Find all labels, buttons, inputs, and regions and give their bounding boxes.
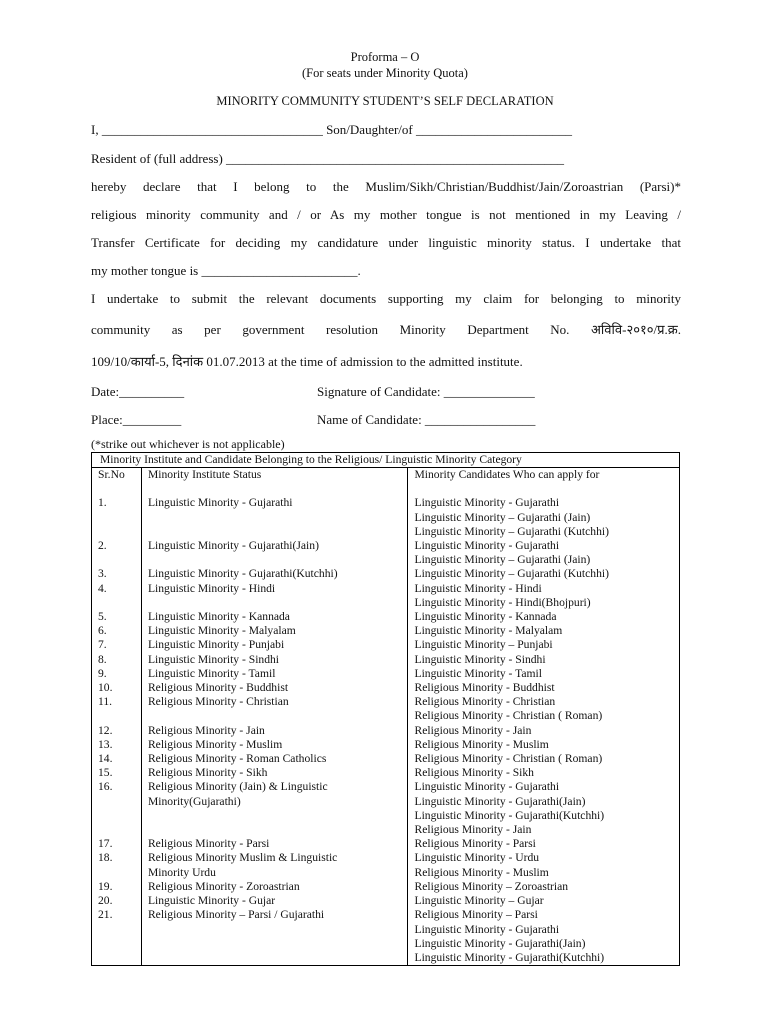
- status-line: Linguistic Minority - Tamil: [147, 666, 276, 680]
- row-number-text: 2.: [98, 539, 107, 553]
- row-number-text: 16.: [98, 780, 113, 794]
- header-candidates: Minority Candidates Who can apply for: [408, 468, 680, 497]
- candidate-line: Linguistic Minority - Gujarathi(Kutchhi): [414, 808, 605, 822]
- candidate-name-label: Name of Candidate: _________________: [317, 412, 536, 427]
- status-line: Minority(Gujarathi): [147, 794, 241, 808]
- institute-status: [141, 624, 408, 638]
- table-row: [92, 738, 680, 752]
- row-number-text: 13.: [98, 737, 113, 751]
- candidate-line: Religious Minority - Muslim: [414, 737, 549, 751]
- eligible-candidates: [408, 681, 680, 695]
- table-row: [92, 780, 680, 837]
- table-row: [92, 653, 680, 667]
- candidate-line: Religious Minority - Jain: [414, 723, 532, 737]
- institute-status: [141, 908, 408, 965]
- candidate-line: Linguistic Minority – Gujarathi (Kutchhi): [414, 524, 609, 538]
- status-line: Religious Minority Muslim & Linguistic: [147, 851, 338, 865]
- date-label: Date:__________: [91, 384, 185, 399]
- row-number: [92, 653, 142, 667]
- table-row: [92, 695, 680, 723]
- table-row: [92, 724, 680, 738]
- status-line: Linguistic Minority - Gujar: [147, 894, 276, 908]
- row-number: [92, 667, 142, 681]
- eligible-candidates: [408, 752, 680, 766]
- mother-tongue-line: my mother tongue is ________________________.: [91, 263, 361, 278]
- row-number: [92, 610, 142, 624]
- row-number: [92, 567, 142, 581]
- candidate-line: Religious Minority - Christian: [414, 695, 556, 709]
- row-number: [92, 738, 142, 752]
- table-row: [92, 894, 680, 908]
- candidate-line: Linguistic Minority - Urdu: [414, 851, 540, 865]
- eligible-candidates: [408, 880, 680, 894]
- candidate-line: Linguistic Minority - Sindhi: [414, 652, 546, 666]
- eligible-candidates: [408, 837, 680, 851]
- row-number: [92, 851, 142, 879]
- declaration-line-3: Transfer Certificate for deciding my candidature under linguistic minority status. I undertake that: [91, 235, 681, 250]
- eligible-candidates: [408, 638, 680, 652]
- row-number-text: 4.: [98, 581, 107, 595]
- row-number-text: 17.: [98, 837, 113, 851]
- eligible-candidates: [408, 908, 680, 965]
- table-row: [92, 539, 680, 567]
- candidate-line: Linguistic Minority – Gujarathi (Kutchhi): [414, 567, 609, 581]
- table-title: Minority Institute and Candidate Belonging to the Religious/ Linguistic Minority Category: [92, 453, 680, 468]
- status-line: Religious Minority - Sikh: [147, 766, 268, 780]
- eligible-candidates: [408, 738, 680, 752]
- status-line: Minority Urdu: [147, 865, 216, 879]
- place-label: Place:_________: [91, 412, 182, 427]
- candidate-line: Religious Minority - Parsi: [414, 837, 536, 851]
- eligible-candidates: [408, 724, 680, 738]
- row-number: [92, 624, 142, 638]
- row-number: [92, 496, 142, 539]
- eligible-candidates: [408, 496, 680, 539]
- institute-status: [141, 837, 408, 851]
- header-status: Minority Institute Status: [141, 468, 408, 497]
- table-row: [92, 681, 680, 695]
- row-number: [92, 766, 142, 780]
- eligible-candidates: [408, 653, 680, 667]
- table-row: [92, 837, 680, 851]
- candidate-line: Linguistic Minority - Gujarathi: [414, 539, 560, 553]
- institute-status: [141, 851, 408, 879]
- row-number-text: 18.: [98, 851, 113, 865]
- eligible-candidates: [408, 539, 680, 567]
- candidate-line: Religious Minority – Parsi: [414, 908, 538, 922]
- candidate-line: Linguistic Minority - Gujarathi: [414, 922, 560, 936]
- candidate-line: Linguistic Minority – Punjabi: [414, 638, 553, 652]
- table-row: [92, 624, 680, 638]
- undertaking-line-3: 109/10/कार्या-5, दिनांक 01.07.2013 at the time of admission to the admitted institute.: [91, 354, 523, 369]
- institute-status: [141, 681, 408, 695]
- eligible-candidates: [408, 667, 680, 681]
- candidate-line: Linguistic Minority - Gujarathi: [414, 780, 560, 794]
- row-number-text: 12.: [98, 723, 113, 737]
- row-number-text: 10.: [98, 681, 113, 695]
- candidate-line: Linguistic Minority - Kannada: [414, 610, 557, 624]
- row-number: [92, 582, 142, 610]
- candidate-line: Religious Minority – Zoroastrian: [414, 879, 569, 893]
- status-line: Linguistic Minority - Gujarathi: [147, 496, 293, 510]
- row-number: [92, 894, 142, 908]
- table-header-row: [92, 468, 680, 497]
- status-line: Religious Minority - Jain: [147, 723, 265, 737]
- address-line: Resident of (full address) ____________________________________________________: [91, 151, 565, 166]
- status-line: Linguistic Minority - Gujarathi(Jain): [147, 539, 319, 553]
- minority-table: [91, 452, 680, 966]
- table-title-row: [92, 453, 680, 468]
- candidate-line: Religious Minority - Jain: [414, 823, 532, 837]
- institute-status: [141, 638, 408, 652]
- signature-label: Signature of Candidate: ______________: [317, 384, 535, 399]
- row-number: [92, 837, 142, 851]
- status-line: Religious Minority - Roman Catholics: [147, 752, 327, 766]
- candidate-line: Religious Minority - Buddhist: [414, 681, 555, 695]
- institute-status: [141, 766, 408, 780]
- institute-status: [141, 752, 408, 766]
- row-number-text: 14.: [98, 752, 113, 766]
- institute-status: [141, 653, 408, 667]
- eligible-candidates: [408, 610, 680, 624]
- institute-status: [141, 582, 408, 610]
- institute-status: [141, 894, 408, 908]
- eligible-candidates: [408, 567, 680, 581]
- candidate-line: Linguistic Minority – Gujar: [414, 894, 544, 908]
- institute-status: [141, 496, 408, 539]
- row-number: [92, 695, 142, 723]
- institute-status: [141, 610, 408, 624]
- eligible-candidates: [408, 780, 680, 837]
- row-number-text: 5.: [98, 610, 107, 624]
- candidate-line: Linguistic Minority – Gujarathi (Jain): [414, 510, 591, 524]
- status-line: Religious Minority - Christian: [147, 695, 289, 709]
- row-number: [92, 638, 142, 652]
- institute-status: [141, 738, 408, 752]
- table-row: [92, 638, 680, 652]
- candidate-line: Religious Minority - Christian ( Roman): [414, 709, 603, 723]
- row-number: [92, 908, 142, 965]
- status-line: Religious Minority (Jain) & Linguistic: [147, 780, 328, 794]
- table-row: [92, 496, 680, 539]
- header-srno: Sr.No: [92, 468, 142, 497]
- status-line: Religious Minority - Parsi: [147, 837, 270, 851]
- row-number: [92, 880, 142, 894]
- row-number-text: 9.: [98, 666, 107, 680]
- row-number: [92, 539, 142, 567]
- eligible-candidates: [408, 582, 680, 610]
- proforma-title: Proforma – O: [350, 50, 420, 64]
- row-number: [92, 681, 142, 695]
- candidate-line: Linguistic Minority - Gujarathi(Jain): [414, 936, 586, 950]
- table-row: [92, 766, 680, 780]
- candidate-line: Linguistic Minority - Tamil: [414, 666, 542, 680]
- name-line: I, __________________________________ Son/Daughter/of ________________________: [91, 122, 572, 137]
- candidate-line: Linguistic Minority - Malyalam: [414, 624, 563, 638]
- candidate-line: Linguistic Minority - Gujarathi(Jain): [414, 794, 586, 808]
- table-row: [92, 880, 680, 894]
- candidate-line: Religious Minority - Christian ( Roman): [414, 752, 603, 766]
- status-line: Linguistic Minority - Hindi: [147, 581, 276, 595]
- row-number-text: 6.: [98, 624, 107, 638]
- row-number-text: 7.: [98, 638, 107, 652]
- status-line: Religious Minority – Parsi / Gujarathi: [147, 908, 325, 922]
- row-number: [92, 780, 142, 837]
- declaration-line-1: hereby declare that I belong to the Muslim/Sikh/Christian/Buddhist/Jain/Zoroastrian (Parsi)*: [91, 179, 681, 194]
- status-line: Religious Minority - Muslim: [147, 737, 283, 751]
- eligible-candidates: [408, 851, 680, 879]
- footnote: (*strike out whichever is not applicable): [91, 437, 285, 451]
- status-line: Linguistic Minority - Kannada: [147, 610, 290, 624]
- table-row: [92, 851, 680, 879]
- table-row: [92, 667, 680, 681]
- institute-status: [141, 880, 408, 894]
- table-row: [92, 582, 680, 610]
- row-number: [92, 724, 142, 738]
- row-number-text: 3.: [98, 567, 107, 581]
- table-row: [92, 908, 680, 965]
- candidate-line: Linguistic Minority - Hindi(Bhojpuri): [414, 595, 591, 609]
- institute-status: [141, 695, 408, 723]
- institute-status: [141, 724, 408, 738]
- status-line: Linguistic Minority - Gujarathi(Kutchhi): [147, 567, 338, 581]
- candidate-line: Religious Minority - Muslim: [414, 865, 549, 879]
- status-line: Linguistic Minority - Sindhi: [147, 652, 280, 666]
- row-number-text: 20.: [98, 894, 113, 908]
- status-line: Religious Minority - Zoroastrian: [147, 879, 300, 893]
- eligible-candidates: [408, 766, 680, 780]
- row-number-text: 8.: [98, 652, 107, 666]
- undertaking-line-2: community as per government resolution Minority Department No. अविवि-२०१०/प्र.क्र.: [91, 322, 681, 337]
- row-number-text: 19.: [98, 879, 113, 893]
- status-line: Linguistic Minority - Malyalam: [147, 624, 296, 638]
- institute-status: [141, 567, 408, 581]
- undertaking-line-1: I undertake to submit the relevant documents supporting my claim for belonging to minority: [91, 291, 681, 306]
- eligible-candidates: [408, 624, 680, 638]
- eligible-candidates: [408, 695, 680, 723]
- row-number-text: 21.: [98, 908, 113, 922]
- status-line: Linguistic Minority - Punjabi: [147, 638, 285, 652]
- candidate-line: Religious Minority - Sikh: [414, 766, 534, 780]
- candidate-line: Linguistic Minority - Hindi: [414, 581, 542, 595]
- declaration-heading: MINORITY COMMUNITY STUDENT’S SELF DECLARATION: [216, 94, 554, 108]
- eligible-candidates: [408, 894, 680, 908]
- institute-status: [141, 667, 408, 681]
- table-row: [92, 610, 680, 624]
- row-number: [92, 752, 142, 766]
- candidate-line: Linguistic Minority – Gujarathi (Jain): [414, 553, 591, 567]
- institute-status: [141, 780, 408, 837]
- status-line: Religious Minority - Buddhist: [147, 681, 289, 695]
- row-number-text: 1.: [98, 496, 107, 510]
- row-number-text: 11.: [98, 695, 113, 709]
- declaration-line-2: religious minority community and / or As my mother tongue is not mentioned in my Leaving /: [91, 207, 681, 222]
- proforma-subtitle: (For seats under Minority Quota): [302, 66, 468, 80]
- table-row: [92, 752, 680, 766]
- row-number-text: 15.: [98, 766, 113, 780]
- table-row: [92, 567, 680, 581]
- institute-status: [141, 539, 408, 567]
- candidate-line: Linguistic Minority - Gujarathi(Kutchhi): [414, 950, 605, 964]
- candidate-line: Linguistic Minority - Gujarathi: [414, 496, 560, 510]
